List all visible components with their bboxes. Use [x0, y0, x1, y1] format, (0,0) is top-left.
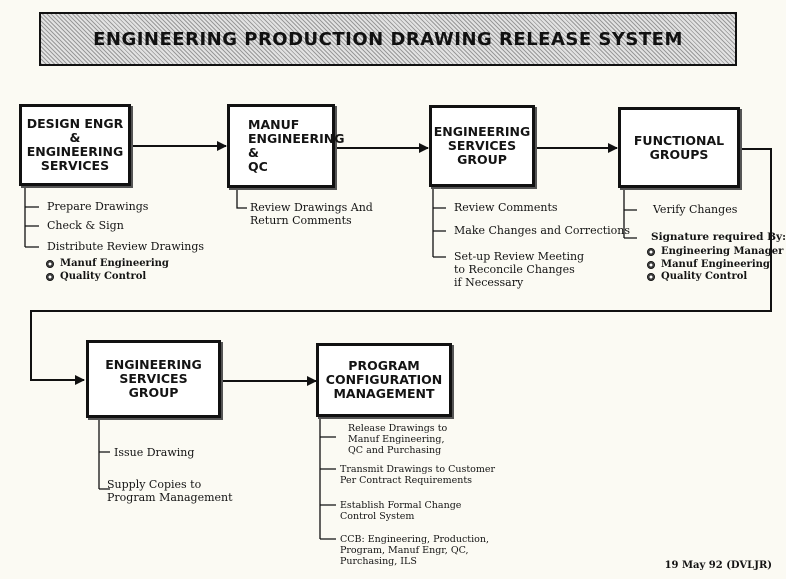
functional-bullet-qc: Quality Control [647, 271, 783, 284]
box-engineering-services-group-1: ENGINEERING SERVICES GROUP [429, 105, 535, 187]
design-bullet-qc: Quality Control [46, 271, 169, 284]
manuf-item-review: Review Drawings And Return Comments [250, 201, 373, 227]
bullet-icon [647, 248, 655, 256]
bullet-icon [46, 260, 54, 268]
signature-label: Signature required By: [651, 231, 786, 243]
bullet-icon [647, 273, 655, 281]
esg2-item-supply-copies: Supply Copies to Program Management [107, 478, 233, 504]
design-item-check: Check & Sign [47, 219, 124, 232]
esg2-item-issue: Issue Drawing [114, 446, 195, 459]
design-bullet-manuf: Manuf Engineering [46, 258, 169, 271]
bullet-icon [647, 261, 655, 269]
box-functional-groups: FUNCTIONAL GROUPS [618, 107, 740, 188]
design-bullet-list [46, 258, 169, 283]
box-engineering-services-group-2: ENGINEERING SERVICES GROUP [86, 340, 221, 418]
pcm-item-transmit: Transmit Drawings to Customer Per Contract Requirements [340, 464, 496, 486]
esg1-item-setup-meeting: Set-up Review Meeting to Reconcile Changes if Necessary [454, 250, 585, 289]
design-item-distribute: Distribute Review Drawings [47, 240, 205, 253]
title-banner [39, 12, 737, 66]
box-design-engr: DESIGN ENGR & ENGINEERING SERVICES [19, 104, 131, 186]
design-item-prepare: Prepare Drawings [47, 200, 149, 213]
pcm-item-release: Release Drawings to Manuf Engineering, QC and Purchasing [348, 423, 448, 456]
functional-bullet-list [647, 246, 783, 284]
functional-bullet-eng-manager: Engineering Manager [647, 246, 783, 259]
date-footer: 19 May 92 (DVLJR) [664, 560, 772, 571]
bullet-icon [46, 273, 54, 281]
box-manuf-engineering: MANUF ENGINEERING & QC [227, 104, 335, 188]
diagram-title: ENGINEERING PRODUCTION DRAWING RELEASE SYSTEM [93, 28, 683, 50]
pcm-item-establish: Establish Formal Change Control System [340, 500, 462, 522]
functional-bullet-manuf: Manuf Engineering [647, 259, 783, 272]
pcm-item-ccb: CCB: Engineering, Production, Program, Manuf Engr, QC, Purchasing, ILS [340, 534, 489, 567]
esg1-item-make-changes: Make Changes and Corrections [454, 224, 631, 237]
box-program-configuration-management: PROGRAM CONFIGURATION MANAGEMENT [316, 343, 452, 417]
esg1-item-review-comments: Review Comments [454, 201, 558, 214]
functional-item-verify: Verify Changes [653, 203, 738, 216]
